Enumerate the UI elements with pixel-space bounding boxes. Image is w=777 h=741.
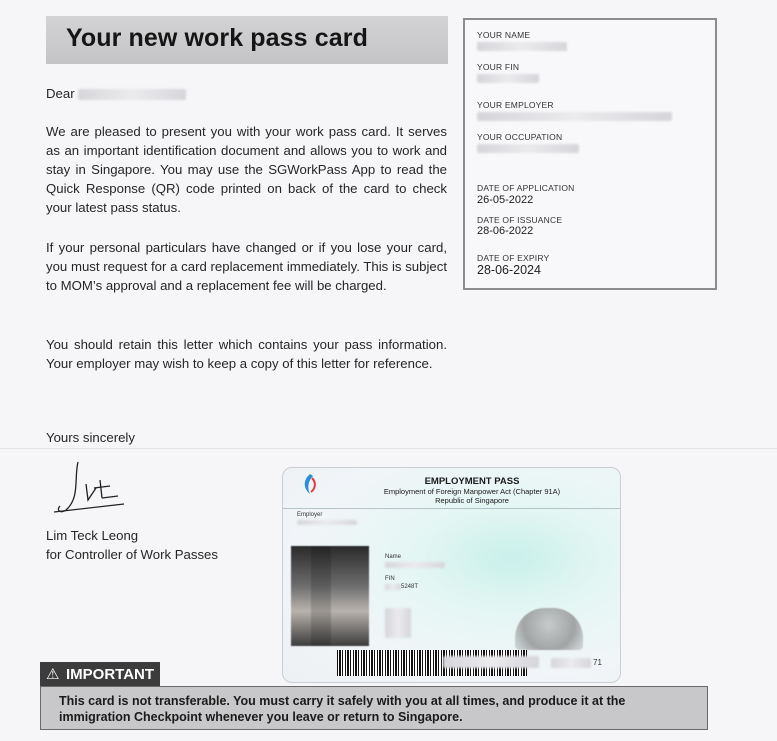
- redacted-employer: [477, 112, 672, 121]
- card-country: Republic of Singapore: [435, 496, 509, 505]
- card-divider: [283, 508, 620, 509]
- signature-block: [46, 430, 218, 562]
- paragraph-intro: We are pleased to present you with your work pass card. It serves as an important identification document and allows you to work and stay in Singapore. You may use the SGWorkPass App to read the Quick Response (QR) code printed on back of the card to check your latest pass status.: [46, 124, 447, 215]
- card-fin-suffix: 5248T: [401, 584, 419, 590]
- card-redacted-number: [443, 656, 539, 668]
- redacted-name: [477, 42, 567, 51]
- card-redacted-block: [385, 608, 411, 638]
- name-label: YOUR NAME: [477, 30, 531, 40]
- expiry-date-label: DATE OF EXPIRY: [477, 253, 550, 263]
- employer-label: YOUR EMPLOYER: [477, 100, 554, 110]
- paragraph-retain: You should retain this letter which contains your pass information. Your employer may wish to keep a copy of this letter for reference.: [46, 337, 447, 371]
- fin-label: YOUR FIN: [477, 62, 520, 72]
- important-tab: [40, 662, 160, 686]
- ministry-logo-icon: [299, 472, 321, 500]
- paragraph-replacement: If your personal particulars have changed or if you lose your card, you must request for a card replacement immediately. This is subject to MOM’s approval and a replacement fee will be charged.: [46, 240, 447, 293]
- occupation-label: YOUR OCCUPATION: [477, 132, 563, 142]
- holder-photo: [291, 546, 369, 646]
- redacted-recipient-name: [78, 89, 186, 100]
- redacted-occupation: [477, 144, 579, 153]
- salutation: Dear: [46, 86, 75, 101]
- pass-info-box: [463, 18, 717, 290]
- card-redacted-fin-prefix: [385, 584, 401, 590]
- card-redacted-serial: [551, 658, 591, 668]
- card-ghost-photo: [515, 608, 583, 650]
- title-banner: [46, 16, 448, 64]
- application-date-label: DATE OF APPLICATION: [477, 183, 575, 193]
- employment-pass-card: [282, 467, 621, 683]
- closing: Yours sincerely: [46, 430, 135, 445]
- signer-role: for Controller of Work Passes: [46, 547, 218, 562]
- signature-mark: [52, 458, 132, 516]
- expiry-date-value: 28-06-2024: [477, 263, 541, 277]
- card-redacted-name: [385, 562, 445, 568]
- important-notice: This card is not transferable. You must carry it safely with you at all times, and produce it at the immigration Checkpoint whenever you leave or return to Singapore.: [40, 686, 708, 730]
- card-header: [337, 476, 607, 505]
- issuance-date-value: 28-06-2022: [477, 225, 534, 237]
- card-name-label: Name: [385, 554, 402, 560]
- important-label: IMPORTANT: [66, 666, 155, 683]
- signer-name: Lim Teck Leong: [46, 528, 139, 543]
- card-redacted-employer: [297, 520, 357, 525]
- page-title: Your new work pass card: [66, 24, 368, 52]
- card-serial-suffix: 71: [593, 658, 602, 667]
- application-date-value: 26-05-2022: [477, 194, 534, 206]
- paper-fold-line: [0, 448, 777, 449]
- card-fin-label: FIN: [385, 576, 395, 582]
- redacted-fin: [477, 74, 539, 83]
- card-employer-label: Employer: [297, 512, 323, 518]
- warning-icon: ⚠: [46, 666, 60, 683]
- issuance-date-label: DATE OF ISSUANCE: [477, 215, 563, 225]
- salutation-line: [46, 84, 447, 103]
- card-title: EMPLOYMENT PASS: [424, 476, 520, 487]
- card-act: Employment of Foreign Manpower Act (Chapter 91A): [383, 487, 561, 496]
